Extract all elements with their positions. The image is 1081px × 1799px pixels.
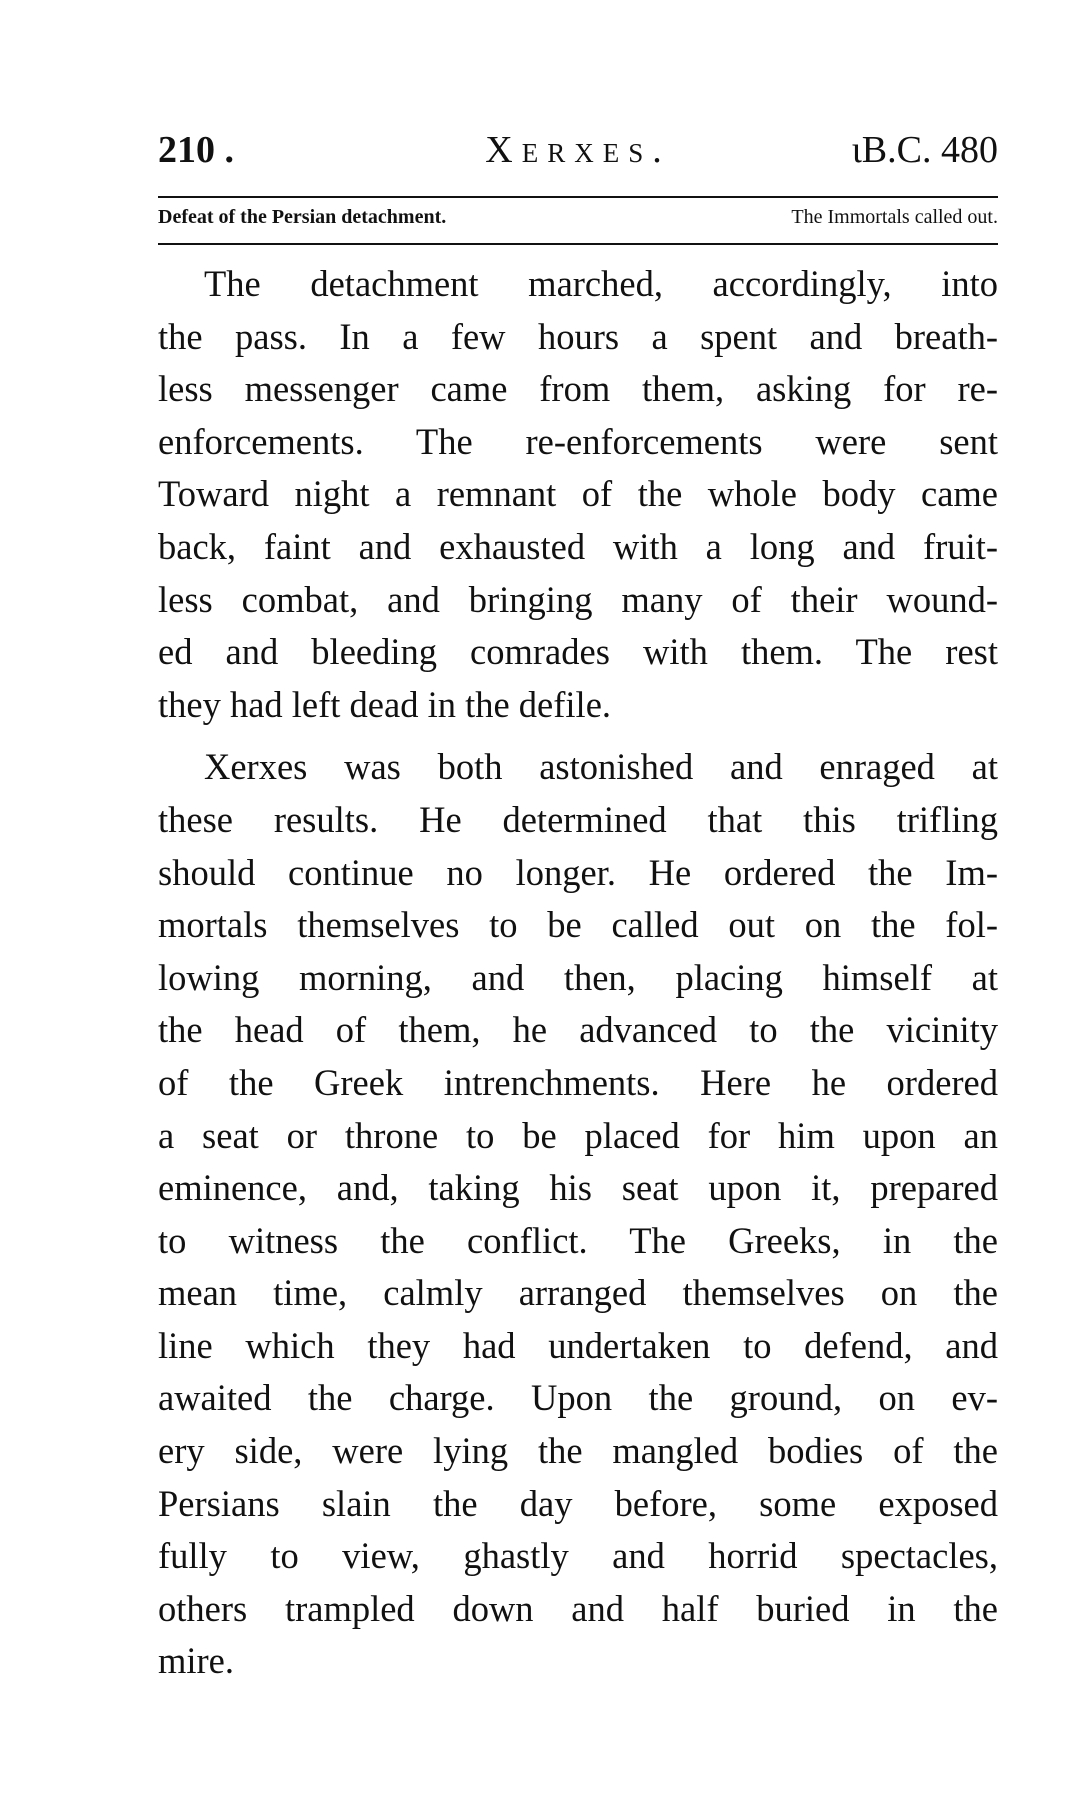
text-line: awaited the charge. Upon the ground, on ev-: [158, 1377, 998, 1419]
text-line: Persians slain the day before, some exposed: [158, 1482, 998, 1524]
body-text: [158, 258, 998, 1688]
text-line: should continue no longer. He ordered the Im-: [158, 851, 998, 893]
text-line: The detachment marched, accordingly, into: [204, 263, 998, 304]
text-line: eminence, and, taking his seat upon it, prepared: [158, 1167, 998, 1209]
text-line: the head of them, he advanced to the vicinity: [158, 1009, 998, 1051]
text-line: fully to view, ghastly and horrid spectacles,: [158, 1535, 998, 1577]
subheader-left: Defeat of the Persian detachment.: [158, 206, 447, 228]
text-line: mortals themselves to be called out on the fol-: [158, 904, 998, 946]
text-line: line which they had undertaken to defend, and: [158, 1324, 998, 1366]
header-rule-bottom: [158, 243, 998, 245]
page-subheader: [158, 206, 998, 236]
text-line: mire.: [158, 1640, 235, 1682]
text-line: lowing morning, and then, placing himself at: [158, 956, 998, 998]
header-rule-top: [158, 196, 998, 198]
text-line: mean time, calmly arranged themselves on the: [158, 1272, 998, 1314]
text-line: enforcements. The re-enforcements were sent: [158, 420, 998, 462]
text-line: others trampled down and half buried in the: [158, 1587, 998, 1629]
text-line: a seat or throne to be placed for him upon an: [158, 1114, 998, 1156]
page-header: [158, 128, 998, 180]
text-line: back, faint and exhausted with a long and fruit-: [158, 525, 998, 567]
text-line: to witness the conflict. The Greeks, in the: [158, 1219, 998, 1261]
text-line: less messenger came from them, asking for re-: [158, 368, 998, 410]
text-line: these results. He determined that this trifling: [158, 798, 998, 840]
text-line: Toward night a remnant of the whole body came: [158, 473, 998, 515]
text-line: ed and bleeding comrades with them. The rest: [158, 631, 998, 673]
text-line: of the Greek intrenchments. Here he ordered: [158, 1061, 998, 1103]
text-line: less combat, and bringing many of their wound-: [158, 578, 998, 620]
page-number: 210 .: [158, 129, 234, 171]
text-line: Xerxes was both astonished and enraged at: [204, 746, 998, 788]
year-marker: ιB.C. 480: [851, 129, 998, 171]
text-line: they had left dead in the defile.: [158, 683, 612, 725]
paragraph: [158, 258, 998, 731]
text-line: ery side, were lying the mangled bodies of the: [158, 1430, 998, 1472]
text-line: the pass. In a few hours a spent and breath-: [158, 315, 998, 357]
subheader-right: The Immortals called out.: [791, 206, 998, 228]
running-title: Xerxes.: [485, 129, 671, 171]
paragraph: [158, 741, 998, 1688]
paragraph-gap: [158, 731, 998, 741]
